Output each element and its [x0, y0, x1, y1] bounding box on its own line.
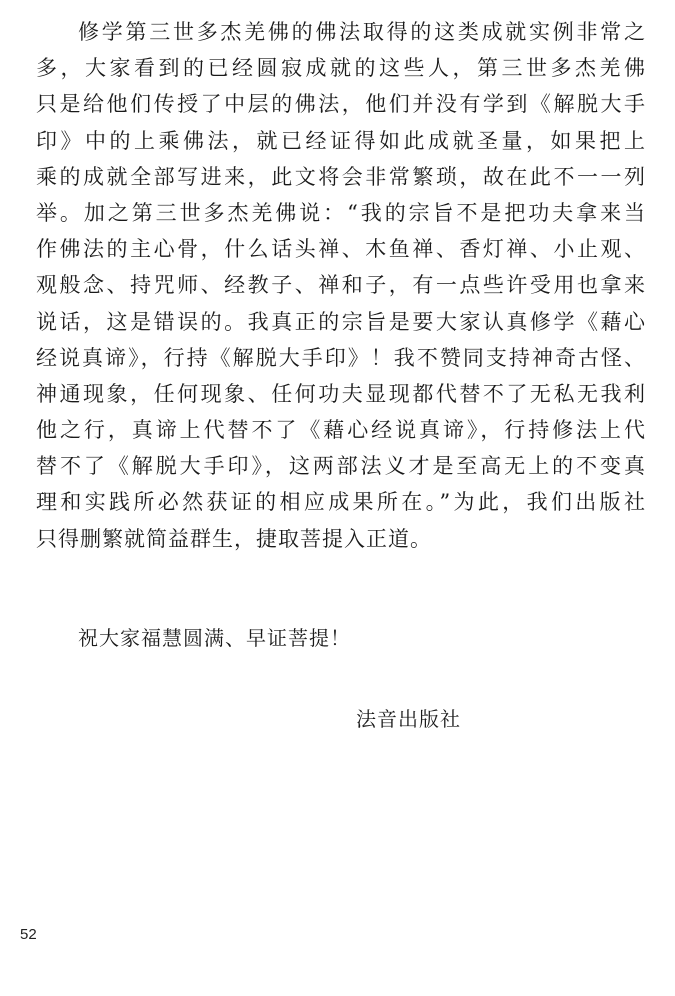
paragraph-line: 观般念、持咒师、经教子、禅和子，有一点些许受用也拿来 — [36, 273, 646, 298]
publisher-signature: 法音出版社 — [356, 707, 461, 731]
paragraph-line: 只得删繁就简益群生，捷取菩提入正道。 — [36, 526, 432, 551]
paragraph-line: 他之行，真谛上代替不了《藉心经说真谛》，行持修法上代 — [36, 418, 646, 443]
closing-blessing: 祝大家福慧圆满、早证菩提！ — [78, 626, 351, 650]
paragraph-line: 替不了《解脱大手印》，这两部法义才是至高无上的不变真 — [36, 454, 646, 479]
paragraph-line: 作佛法的主心骨，什么话头禅、木鱼禅、香灯禅、小止观、 — [36, 237, 646, 262]
paragraph-line: 举。加之第三世多杰羌佛说：“我的宗旨不是把功夫拿来当 — [36, 200, 646, 225]
paragraph-line: 印》中的上乘佛法，就已经证得如此成就圣量，如果把上 — [36, 128, 646, 153]
paragraph-line: 说话，这是错误的。我真正的宗旨是要大家认真修学《藉心 — [36, 309, 646, 334]
body-paragraph — [36, 14, 646, 557]
paragraph-line: 经说真谛》，行持《解脱大手印》！我不赞同支持神奇古怪、 — [36, 345, 646, 370]
paragraph-line: 神通现象，任何现象、任何功夫显现都代替不了无私无我利 — [36, 381, 646, 406]
paragraph-line: 理和实践所必然获证的相应成果所在。”为此，我们出版社 — [36, 490, 646, 515]
paragraph-line: 只是给他们传授了中层的佛法，他们并没有学到《解脱大手 — [36, 92, 646, 117]
paragraph-line: 修学第三世多杰羌佛的佛法取得的这类成就实例非常之 — [78, 20, 646, 44]
page-number: 52 — [20, 926, 37, 943]
paragraph-line: 多，大家看到的已经圆寂成就的这些人，第三世多杰羌佛 — [36, 56, 646, 81]
paragraph-line: 乘的成就全部写进来，此文将会非常繁琐，故在此不一一列 — [36, 164, 646, 189]
